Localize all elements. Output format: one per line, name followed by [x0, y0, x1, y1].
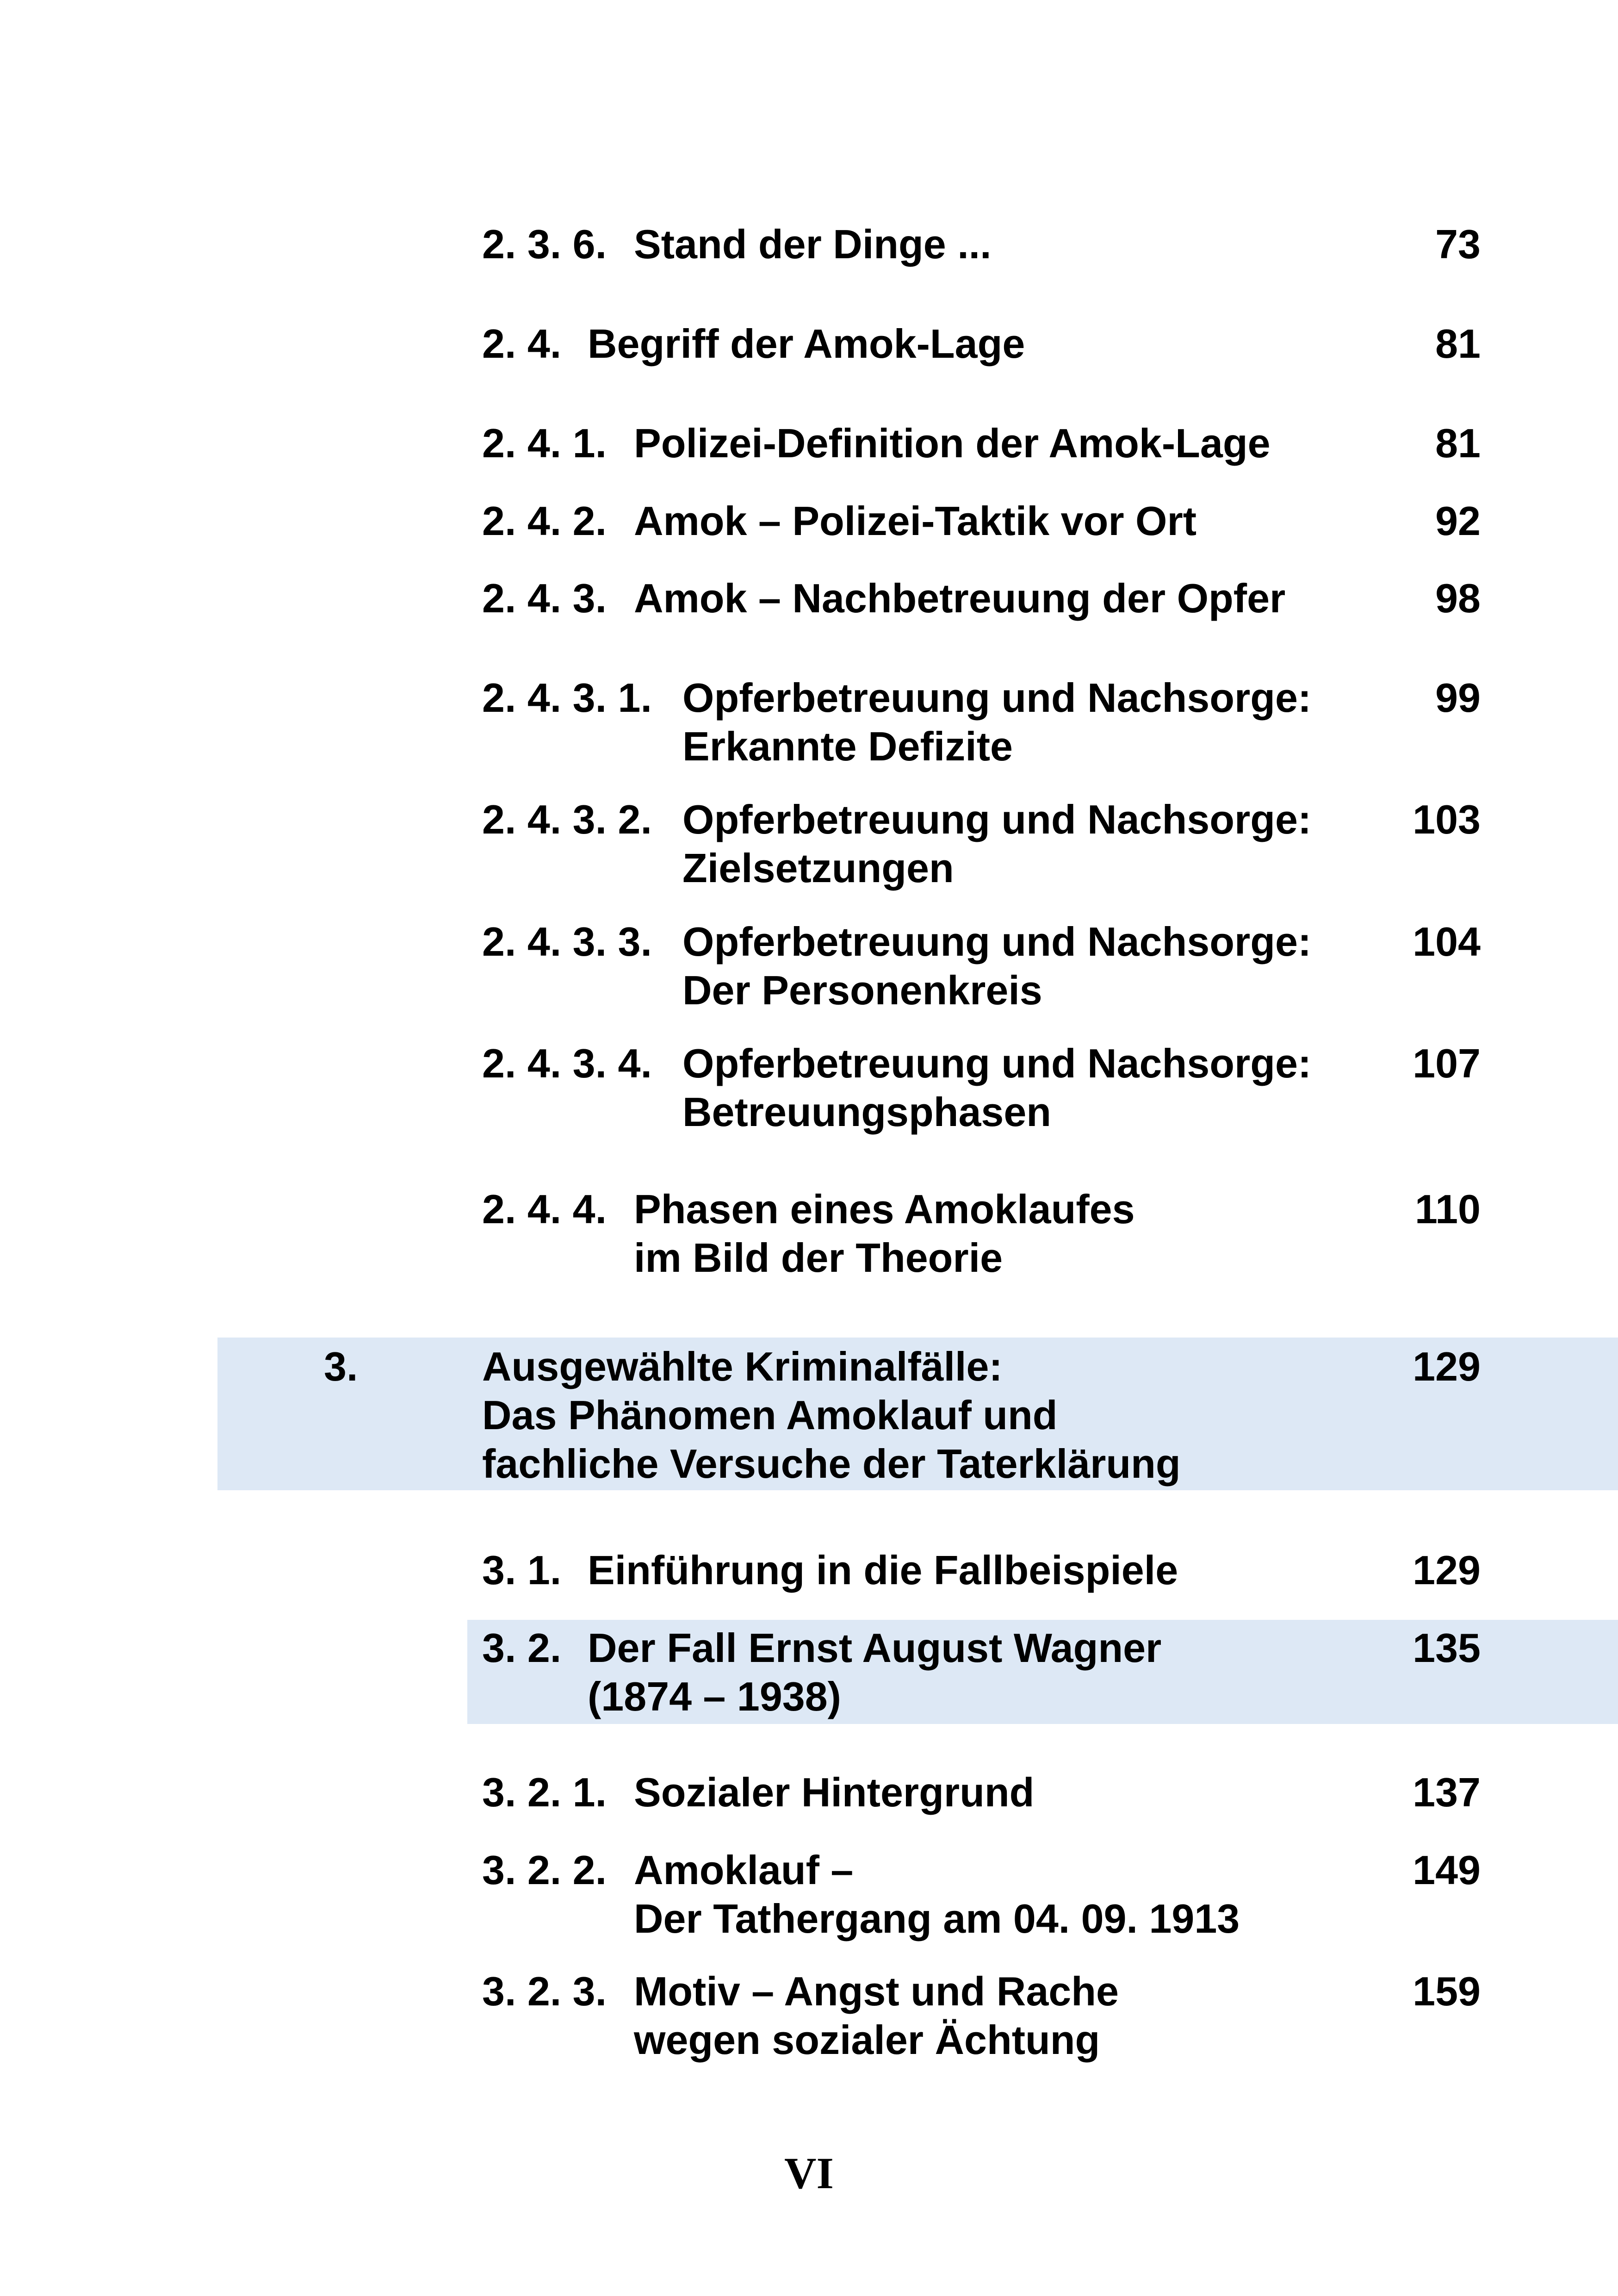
toc-title-continuation: im Bild der Theorie [634, 1235, 1003, 1281]
toc-page: 81 [1435, 321, 1481, 367]
toc-page: 81 [1435, 420, 1481, 466]
toc-page: 137 [1413, 1769, 1481, 1815]
toc-title-continuation: fachliche Versuche der Taterklärung [482, 1441, 1181, 1487]
toc-title-continuation: Das Phänomen Amoklauf und [482, 1392, 1058, 1438]
toc-number: 2. 3. 6. [482, 221, 607, 267]
toc-title: Polizei-Definition der Amok-Lage [634, 420, 1271, 466]
toc-number: 3. 2. [482, 1625, 562, 1671]
toc-page: 98 [1435, 575, 1481, 621]
toc-number: 2. 4. [482, 321, 562, 367]
toc-number: 3. [324, 1344, 358, 1389]
toc-title: Opferbetreuung und Nachsorge: [682, 1040, 1312, 1086]
toc-number: 2. 4. 3. 1. [482, 675, 652, 721]
toc-title: Phasen eines Amoklaufes [634, 1186, 1135, 1232]
toc-number: 2. 4. 3. 4. [482, 1040, 652, 1086]
toc-title: Amok – Polizei-Taktik vor Ort [634, 498, 1197, 544]
toc-page: 107 [1413, 1040, 1481, 1086]
toc-page: 129 [1413, 1344, 1481, 1389]
toc-page: 104 [1413, 919, 1481, 964]
toc-title-continuation: Zielsetzungen [682, 845, 954, 891]
toc-page: 149 [1413, 1847, 1481, 1893]
toc-title: Opferbetreuung und Nachsorge: [682, 919, 1312, 964]
toc-number: 3. 2. 1. [482, 1769, 607, 1815]
toc-number: 2. 4. 2. [482, 498, 607, 544]
toc-title: Amok – Nachbetreuung der Opfer [634, 575, 1286, 621]
toc-title: Motiv – Angst und Rache [634, 1968, 1119, 2014]
toc-page: 110 [1415, 1186, 1481, 1232]
toc-title: Amoklauf – [634, 1847, 854, 1893]
toc-title: Sozialer Hintergrund [634, 1769, 1035, 1815]
toc-page: 159 [1413, 1968, 1481, 2014]
toc-title: Begriff der Amok-Lage [588, 321, 1025, 367]
toc-title: Opferbetreuung und Nachsorge: [682, 675, 1312, 721]
toc-page: 92 [1435, 498, 1481, 544]
toc-page: 135 [1413, 1625, 1481, 1671]
toc-title: Ausgewählte Kriminalfälle: [482, 1344, 1003, 1389]
toc-title: Einführung in die Fallbeispiele [588, 1547, 1178, 1593]
toc-title: Stand der Dinge ... [634, 221, 992, 267]
toc-page: 129 [1413, 1547, 1481, 1593]
toc-number: 2. 4. 1. [482, 420, 607, 466]
toc-title: Der Fall Ernst August Wagner [588, 1625, 1162, 1671]
toc-page: 99 [1435, 675, 1481, 721]
toc-title-continuation: Erkannte Defizite [682, 723, 1013, 769]
toc-number: 2. 4. 3. [482, 575, 607, 621]
toc-number: 3. 1. [482, 1547, 562, 1593]
toc-number: 2. 4. 3. 2. [482, 796, 652, 842]
toc-title-continuation: Der Tathergang am 04. 09. 1913 [634, 1896, 1240, 1941]
toc-number: 3. 2. 2. [482, 1847, 607, 1893]
toc-title-continuation: wegen sozialer Ächtung [634, 2017, 1100, 2063]
page-number: VI [784, 2148, 834, 2198]
toc-number: 3. 2. 3. [482, 1968, 607, 2014]
toc-number: 2. 4. 4. [482, 1186, 607, 1232]
toc-title-continuation: Betreuungsphasen [682, 1089, 1052, 1135]
toc-page: 103 [1413, 796, 1481, 842]
toc-title-continuation: Der Personenkreis [682, 967, 1042, 1013]
toc-title: Opferbetreuung und Nachsorge: [682, 796, 1312, 842]
toc-page: 73 [1435, 221, 1481, 267]
toc-title-continuation: (1874 – 1938) [588, 1674, 841, 1719]
toc-number: 2. 4. 3. 3. [482, 919, 652, 964]
